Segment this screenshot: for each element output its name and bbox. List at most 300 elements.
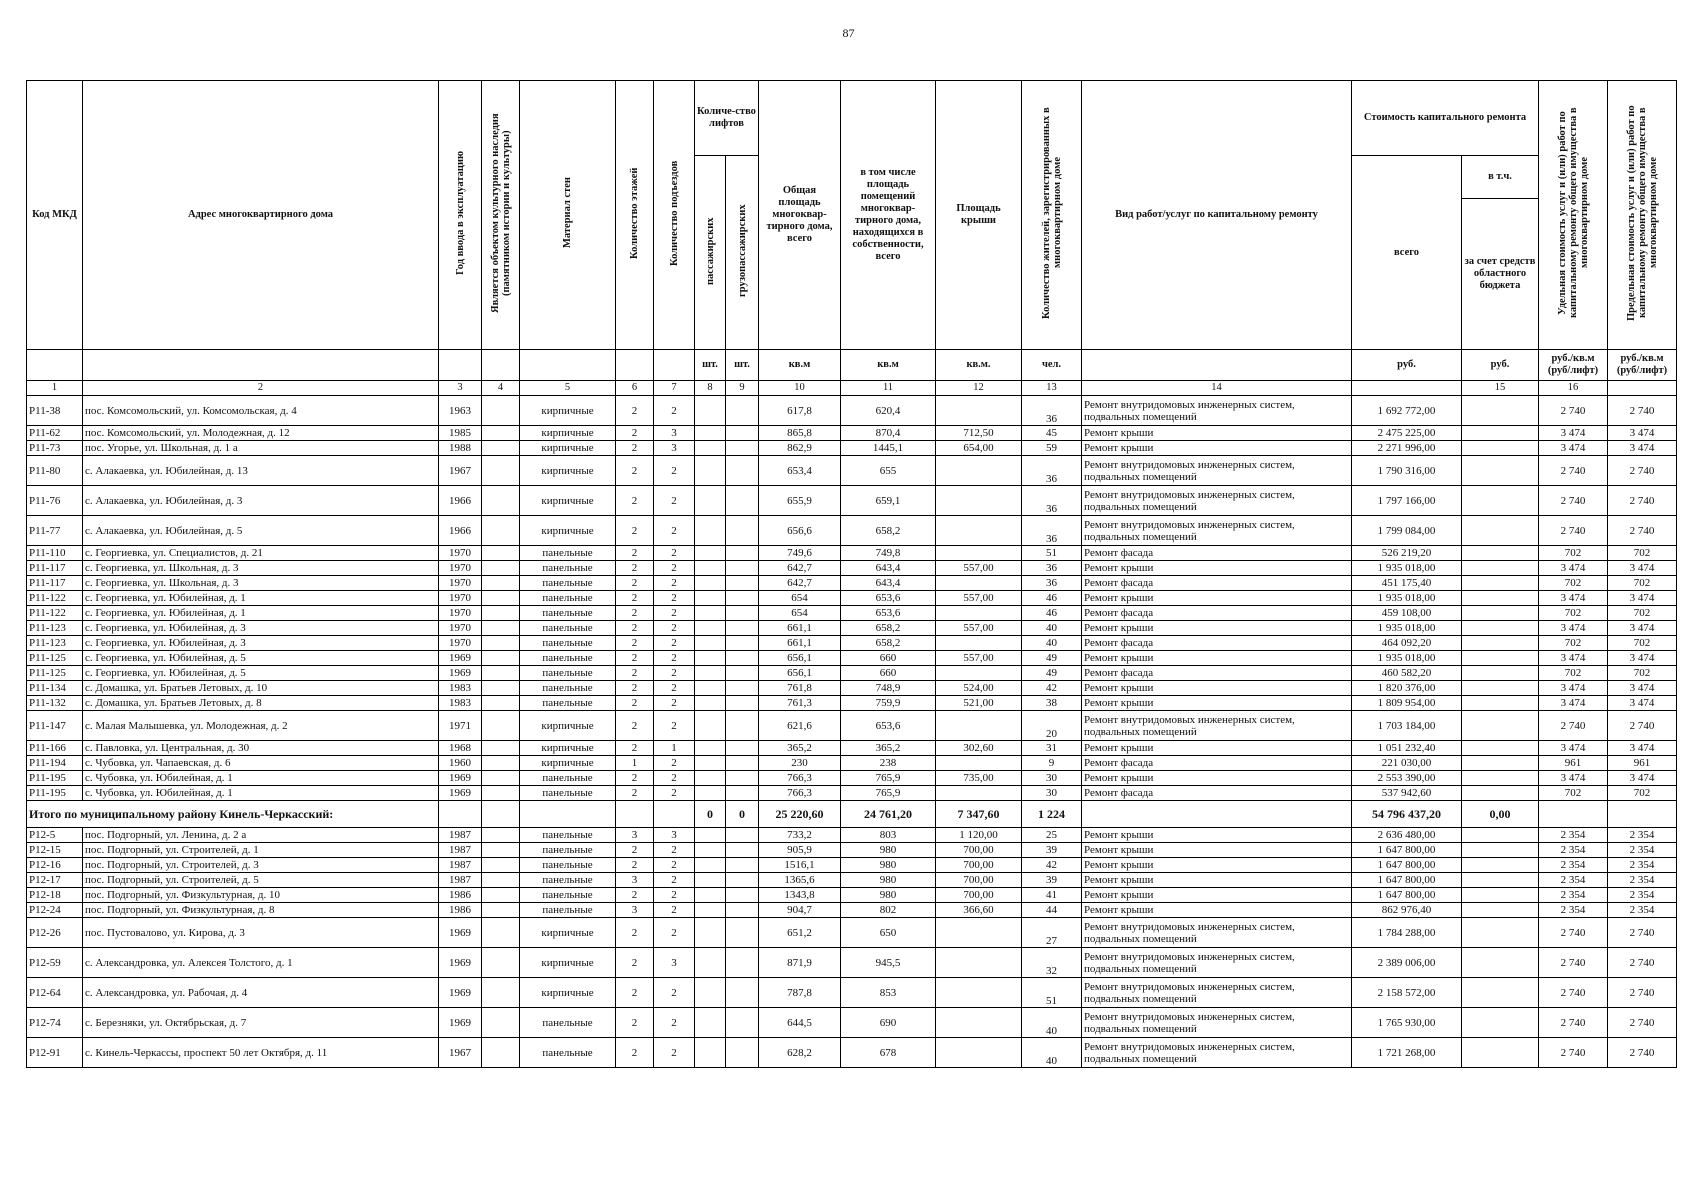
cell-elevators-cargo [726, 888, 759, 903]
table-row [27, 396, 1677, 426]
cell-year: 1970 [439, 591, 482, 606]
cell-elevators-passenger [695, 561, 726, 576]
cell-floors: 2 [616, 858, 654, 873]
cell-total-area: 733,2 [759, 828, 841, 843]
cell-code: Р11-134 [27, 681, 83, 696]
cell-total-area: 365,2 [759, 741, 841, 756]
cell-roof-area [936, 711, 1022, 741]
cell-cost-total: 2 475 225,00 [1352, 426, 1462, 441]
total-label: Итого по муниципальному району Кинель-Черкасский: [27, 801, 439, 828]
cell-roof-area: 302,60 [936, 741, 1022, 756]
capital-repair-register-table [26, 80, 1677, 1068]
cell-roof-area: 700,00 [936, 858, 1022, 873]
cell-elevators-passenger [695, 858, 726, 873]
cell-max-cost: 702 [1608, 576, 1677, 591]
col-header-elevators-cargo-text: грузопассажирских [736, 204, 748, 297]
cell-heritage [482, 741, 520, 756]
cell-cost-regional [1462, 516, 1539, 546]
cell-elevators-cargo [726, 873, 759, 888]
table-row [27, 516, 1677, 546]
cell-elevators-cargo [726, 843, 759, 858]
cell-code: Р11-62 [27, 426, 83, 441]
col-header-residents [1022, 81, 1082, 350]
cell-wall-material: кирпичные [520, 918, 616, 948]
cell-elevators-cargo [726, 918, 759, 948]
table-body [27, 396, 1677, 1068]
cell-entrances: 2 [654, 843, 695, 858]
cell-elevators-cargo [726, 621, 759, 636]
cell-code: Р11-80 [27, 456, 83, 486]
cell-work-type: Ремонт внутридомовых инженерных систем, подвальных помещений [1082, 711, 1352, 741]
total-year [439, 801, 482, 828]
cell-roof-area [936, 786, 1022, 801]
cell-work-type: Ремонт фасада [1082, 756, 1352, 771]
cell-max-cost: 702 [1608, 786, 1677, 801]
cell-elevators-cargo [726, 1038, 759, 1068]
cell-owned-area: 620,4 [841, 396, 936, 426]
table-row [27, 858, 1677, 873]
cell-year: 1967 [439, 1038, 482, 1068]
cell-max-cost: 2 740 [1608, 1008, 1677, 1038]
total-cost-regional: 0,00 [1462, 801, 1539, 828]
cell-year: 1968 [439, 741, 482, 756]
cell-max-cost: 3 474 [1608, 651, 1677, 666]
cell-elevators-passenger [695, 486, 726, 516]
cell-unit-cost: 2 740 [1539, 396, 1608, 426]
cell-work-type: Ремонт крыши [1082, 903, 1352, 918]
cell-address: с. Георгиевка, ул. Юбилейная, д. 3 [83, 621, 439, 636]
cell-cost-regional [1462, 873, 1539, 888]
cell-wall-material: кирпичные [520, 516, 616, 546]
cell-heritage [482, 591, 520, 606]
cell-total-area: 761,8 [759, 681, 841, 696]
cell-work-type: Ремонт внутридомовых инженерных систем, подвальных помещений [1082, 978, 1352, 1008]
cell-cost-total: 2 553 390,00 [1352, 771, 1462, 786]
cell-residents: 40 [1022, 1008, 1082, 1038]
unit-cell [520, 350, 616, 381]
cell-elevators-cargo [726, 903, 759, 918]
cell-roof-area: 524,00 [936, 681, 1022, 696]
cell-heritage [482, 918, 520, 948]
cell-roof-area: 1 120,00 [936, 828, 1022, 843]
cell-year: 1986 [439, 888, 482, 903]
cell-residents: 36 [1022, 456, 1082, 486]
cell-code: Р11-166 [27, 741, 83, 756]
cell-residents: 40 [1022, 621, 1082, 636]
table-row [27, 873, 1677, 888]
cell-cost-total: 1 721 268,00 [1352, 1038, 1462, 1068]
cell-unit-cost: 2 354 [1539, 888, 1608, 903]
cell-entrances: 2 [654, 918, 695, 948]
cell-owned-area: 658,2 [841, 516, 936, 546]
cell-entrances: 1 [654, 741, 695, 756]
cell-year: 1969 [439, 918, 482, 948]
cell-elevators-cargo [726, 978, 759, 1008]
col-header-wall-material [520, 81, 616, 350]
cell-owned-area: 980 [841, 858, 936, 873]
cell-residents: 36 [1022, 561, 1082, 576]
cell-unit-cost: 3 474 [1539, 426, 1608, 441]
cell-floors: 2 [616, 396, 654, 426]
cell-heritage [482, 561, 520, 576]
cell-total-area: 1516,1 [759, 858, 841, 873]
cell-cost-regional [1462, 621, 1539, 636]
cell-elevators-cargo [726, 1008, 759, 1038]
cell-owned-area: 870,4 [841, 426, 936, 441]
col-header-elevators-passenger [695, 156, 726, 350]
cell-wall-material: кирпичные [520, 978, 616, 1008]
cell-cost-total: 2 271 996,00 [1352, 441, 1462, 456]
cell-owned-area: 759,9 [841, 696, 936, 711]
cell-total-area: 1343,8 [759, 888, 841, 903]
cell-residents: 49 [1022, 666, 1082, 681]
cell-floors: 2 [616, 741, 654, 756]
cell-heritage [482, 546, 520, 561]
cell-year: 1966 [439, 486, 482, 516]
table-row [27, 546, 1677, 561]
cell-heritage [482, 978, 520, 1008]
col-number: 16 [1539, 381, 1608, 396]
cell-entrances: 2 [654, 606, 695, 621]
cell-work-type: Ремонт крыши [1082, 858, 1352, 873]
cell-unit-cost: 702 [1539, 606, 1608, 621]
cell-floors: 2 [616, 978, 654, 1008]
cell-cost-total: 464 092,20 [1352, 636, 1462, 651]
cell-work-type: Ремонт крыши [1082, 843, 1352, 858]
col-header-max-cost-text: Предельная стоимость услуг и (или) работ по капитальному ремонту общего имущества в многоквартирном доме [1625, 105, 1659, 321]
cell-entrances: 2 [654, 546, 695, 561]
cell-unit-cost: 2 740 [1539, 486, 1608, 516]
cell-floors: 2 [616, 636, 654, 651]
cell-unit-cost: 702 [1539, 636, 1608, 651]
cell-owned-area: 749,8 [841, 546, 936, 561]
cell-elevators-passenger [695, 591, 726, 606]
cell-max-cost: 3 474 [1608, 771, 1677, 786]
total-residents: 1 224 [1022, 801, 1082, 828]
cell-entrances: 2 [654, 516, 695, 546]
cell-elevators-passenger [695, 681, 726, 696]
cell-elevators-cargo [726, 456, 759, 486]
cell-elevators-cargo [726, 546, 759, 561]
cell-total-area: 621,6 [759, 711, 841, 741]
cell-entrances: 2 [654, 1038, 695, 1068]
cell-code: Р11-125 [27, 651, 83, 666]
cell-elevators-cargo [726, 711, 759, 741]
cell-unit-cost: 2 740 [1539, 948, 1608, 978]
cell-heritage [482, 873, 520, 888]
cell-max-cost: 702 [1608, 666, 1677, 681]
cell-wall-material: кирпичные [520, 456, 616, 486]
cell-unit-cost: 3 474 [1539, 561, 1608, 576]
cell-owned-area: 803 [841, 828, 936, 843]
cell-cost-total: 2 389 006,00 [1352, 948, 1462, 978]
col-header-max-cost [1608, 81, 1677, 350]
total-elevators-cargo: 0 [726, 801, 759, 828]
cell-owned-area: 802 [841, 903, 936, 918]
unit-roof-area: кв.м. [936, 350, 1022, 381]
cell-elevators-cargo [726, 516, 759, 546]
cell-elevators-cargo [726, 771, 759, 786]
cell-elevators-cargo [726, 786, 759, 801]
col-header-elevators-passenger-text: пассажирских [704, 216, 716, 285]
cell-year: 1987 [439, 828, 482, 843]
cell-elevators-cargo [726, 858, 759, 873]
cell-code: Р11-147 [27, 711, 83, 741]
cell-residents: 32 [1022, 948, 1082, 978]
cell-year: 1969 [439, 651, 482, 666]
cell-owned-area: 653,6 [841, 606, 936, 621]
table-row [27, 843, 1677, 858]
cell-address: пос. Подгорный, ул. Строителей, д. 1 [83, 843, 439, 858]
col-number: 3 [439, 381, 482, 396]
cell-owned-area: 643,4 [841, 576, 936, 591]
cell-work-type: Ремонт крыши [1082, 696, 1352, 711]
cell-work-type: Ремонт внутридомовых инженерных систем, подвальных помещений [1082, 486, 1352, 516]
cell-wall-material: панельные [520, 546, 616, 561]
cell-elevators-cargo [726, 441, 759, 456]
cell-total-area: 654 [759, 606, 841, 621]
cell-entrances: 2 [654, 561, 695, 576]
cell-cost-regional [1462, 858, 1539, 873]
cell-cost-total: 1 797 166,00 [1352, 486, 1462, 516]
cell-year: 1985 [439, 426, 482, 441]
cell-wall-material: панельные [520, 651, 616, 666]
col-header-elevators: Количе-ство лифтов [695, 81, 759, 156]
cell-elevators-passenger [695, 711, 726, 741]
total-roof-area: 7 347,60 [936, 801, 1022, 828]
cell-elevators-cargo [726, 948, 759, 978]
unit-rub-per-max: руб./кв.м (руб/лифт) [1608, 350, 1677, 381]
cell-total-area: 862,9 [759, 441, 841, 456]
cell-owned-area: 659,1 [841, 486, 936, 516]
cell-code: Р11-195 [27, 786, 83, 801]
cell-work-type: Ремонт внутридомовых инженерных систем, подвальных помещений [1082, 516, 1352, 546]
table-row [27, 1038, 1677, 1068]
cell-work-type: Ремонт крыши [1082, 771, 1352, 786]
cell-address: с. Георгиевка, ул. Юбилейная, д. 1 [83, 591, 439, 606]
cell-residents: 36 [1022, 486, 1082, 516]
cell-code: Р12-59 [27, 948, 83, 978]
col-header-floors [616, 81, 654, 350]
cell-unit-cost: 702 [1539, 546, 1608, 561]
cell-max-cost: 702 [1608, 546, 1677, 561]
unit-cell [616, 350, 654, 381]
cell-cost-regional [1462, 606, 1539, 621]
cell-wall-material: кирпичные [520, 426, 616, 441]
total-owned-area: 24 761,20 [841, 801, 936, 828]
total-heritage [482, 801, 520, 828]
cell-floors: 2 [616, 516, 654, 546]
unit-people: чел. [1022, 350, 1082, 381]
cell-entrances: 2 [654, 858, 695, 873]
cell-residents: 30 [1022, 786, 1082, 801]
cell-cost-total: 1 647 800,00 [1352, 873, 1462, 888]
cell-elevators-cargo [726, 696, 759, 711]
cell-max-cost: 2 740 [1608, 516, 1677, 546]
cell-heritage [482, 903, 520, 918]
total-max-cost [1608, 801, 1677, 828]
cell-heritage [482, 486, 520, 516]
table-row [27, 948, 1677, 978]
cell-heritage [482, 888, 520, 903]
cell-address: с. Александровка, ул. Алексея Толстого, д. 1 [83, 948, 439, 978]
cell-roof-area [936, 666, 1022, 681]
cell-year: 1970 [439, 606, 482, 621]
cell-heritage [482, 441, 520, 456]
table-row [27, 606, 1677, 621]
cell-wall-material: панельные [520, 1038, 616, 1068]
cell-owned-area: 655 [841, 456, 936, 486]
col-header-wall-material-text: Материал стен [562, 177, 573, 249]
cell-wall-material: панельные [520, 681, 616, 696]
cell-address: пос. Комсомольский, ул. Молодежная, д. 12 [83, 426, 439, 441]
unit-rub-per-unit: руб./кв.м (руб/лифт) [1539, 350, 1608, 381]
cell-unit-cost: 2 354 [1539, 858, 1608, 873]
cell-year: 1971 [439, 711, 482, 741]
cell-residents: 59 [1022, 441, 1082, 456]
cell-total-area: 655,9 [759, 486, 841, 516]
cell-year: 1969 [439, 948, 482, 978]
cell-total-area: 865,8 [759, 426, 841, 441]
cell-cost-regional [1462, 651, 1539, 666]
unit-cell [27, 350, 83, 381]
table-row [27, 576, 1677, 591]
cell-elevators-passenger [695, 516, 726, 546]
cell-max-cost: 3 474 [1608, 741, 1677, 756]
cell-code: Р11-122 [27, 606, 83, 621]
cell-total-area: 656,6 [759, 516, 841, 546]
cell-residents: 44 [1022, 903, 1082, 918]
cell-total-area: 653,4 [759, 456, 841, 486]
col-number: 7 [654, 381, 695, 396]
cell-work-type: Ремонт крыши [1082, 591, 1352, 606]
cell-heritage [482, 786, 520, 801]
col-number [1352, 381, 1462, 396]
col-header-floors-text: Количество этажей [629, 167, 640, 259]
cell-work-type: Ремонт крыши [1082, 681, 1352, 696]
cell-max-cost: 3 474 [1608, 621, 1677, 636]
col-header-heritage-text: Является объектом культурного наследия (памятником истории и культуры) [489, 113, 512, 313]
cell-total-area: 651,2 [759, 918, 841, 948]
cell-floors: 2 [616, 1008, 654, 1038]
cell-entrances: 2 [654, 591, 695, 606]
total-total-area: 25 220,60 [759, 801, 841, 828]
cell-residents: 42 [1022, 858, 1082, 873]
cell-total-area: 654 [759, 591, 841, 606]
cell-wall-material: панельные [520, 888, 616, 903]
cell-unit-cost: 961 [1539, 756, 1608, 771]
cell-floors: 2 [616, 918, 654, 948]
cell-owned-area: 980 [841, 873, 936, 888]
cell-entrances: 2 [654, 456, 695, 486]
cell-cost-total: 1 784 288,00 [1352, 918, 1462, 948]
cell-roof-area: 366,60 [936, 903, 1022, 918]
cell-max-cost: 3 474 [1608, 441, 1677, 456]
cell-floors: 2 [616, 546, 654, 561]
col-header-cost-total: всего [1352, 156, 1462, 350]
cell-cost-total: 451 175,40 [1352, 576, 1462, 591]
cell-unit-cost: 3 474 [1539, 441, 1608, 456]
cell-unit-cost: 3 474 [1539, 741, 1608, 756]
cell-heritage [482, 1008, 520, 1038]
table-row [27, 771, 1677, 786]
table-row [27, 711, 1677, 741]
cell-max-cost: 3 474 [1608, 426, 1677, 441]
cell-elevators-cargo [726, 756, 759, 771]
cell-cost-regional [1462, 843, 1539, 858]
cell-elevators-passenger [695, 903, 726, 918]
cell-unit-cost: 2 740 [1539, 516, 1608, 546]
cell-total-area: 642,7 [759, 561, 841, 576]
cell-wall-material: панельные [520, 771, 616, 786]
cell-elevators-passenger [695, 1008, 726, 1038]
cell-entrances: 2 [654, 873, 695, 888]
total-unit-cost [1539, 801, 1608, 828]
cell-roof-area [936, 1038, 1022, 1068]
cell-year: 1969 [439, 786, 482, 801]
cell-cost-total: 1 692 772,00 [1352, 396, 1462, 426]
cell-year: 1988 [439, 441, 482, 456]
cell-cost-regional [1462, 696, 1539, 711]
cell-wall-material: панельные [520, 903, 616, 918]
cell-total-area: 787,8 [759, 978, 841, 1008]
cell-heritage [482, 771, 520, 786]
cell-address: пос. Подгорный, ул. Физкультурная, д. 10 [83, 888, 439, 903]
cell-work-type: Ремонт фасада [1082, 546, 1352, 561]
cell-elevators-passenger [695, 978, 726, 1008]
cell-wall-material: панельные [520, 591, 616, 606]
cell-max-cost: 3 474 [1608, 591, 1677, 606]
cell-elevators-cargo [726, 486, 759, 516]
cell-cost-total: 1 935 018,00 [1352, 621, 1462, 636]
cell-code: Р12-74 [27, 1008, 83, 1038]
cell-floors: 2 [616, 651, 654, 666]
cell-elevators-passenger [695, 666, 726, 681]
cell-wall-material: панельные [520, 606, 616, 621]
cell-entrances: 2 [654, 621, 695, 636]
unit-cell [482, 350, 520, 381]
cell-address: с. Березняки, ул. Октябрьская, д. 7 [83, 1008, 439, 1038]
cell-entrances: 2 [654, 978, 695, 1008]
cell-code: Р12-5 [27, 828, 83, 843]
cell-roof-area: 712,50 [936, 426, 1022, 441]
cell-heritage [482, 636, 520, 651]
table-row [27, 426, 1677, 441]
cell-owned-area: 1445,1 [841, 441, 936, 456]
cell-max-cost: 2 354 [1608, 903, 1677, 918]
cell-floors: 2 [616, 456, 654, 486]
cell-elevators-cargo [726, 576, 759, 591]
cell-floors: 2 [616, 888, 654, 903]
cell-heritage [482, 396, 520, 426]
total-entrances [654, 801, 695, 828]
cell-wall-material: кирпичные [520, 741, 616, 756]
cell-work-type: Ремонт крыши [1082, 441, 1352, 456]
cell-elevators-passenger [695, 948, 726, 978]
cell-elevators-passenger [695, 888, 726, 903]
cell-elevators-passenger [695, 636, 726, 651]
cell-elevators-passenger [695, 918, 726, 948]
cell-owned-area: 748,9 [841, 681, 936, 696]
cell-entrances: 2 [654, 636, 695, 651]
cell-unit-cost: 2 354 [1539, 873, 1608, 888]
col-number: 10 [759, 381, 841, 396]
cell-residents: 9 [1022, 756, 1082, 771]
cell-unit-cost: 3 474 [1539, 591, 1608, 606]
cell-roof-area [936, 918, 1022, 948]
cell-cost-regional [1462, 486, 1539, 516]
cell-floors: 1 [616, 756, 654, 771]
